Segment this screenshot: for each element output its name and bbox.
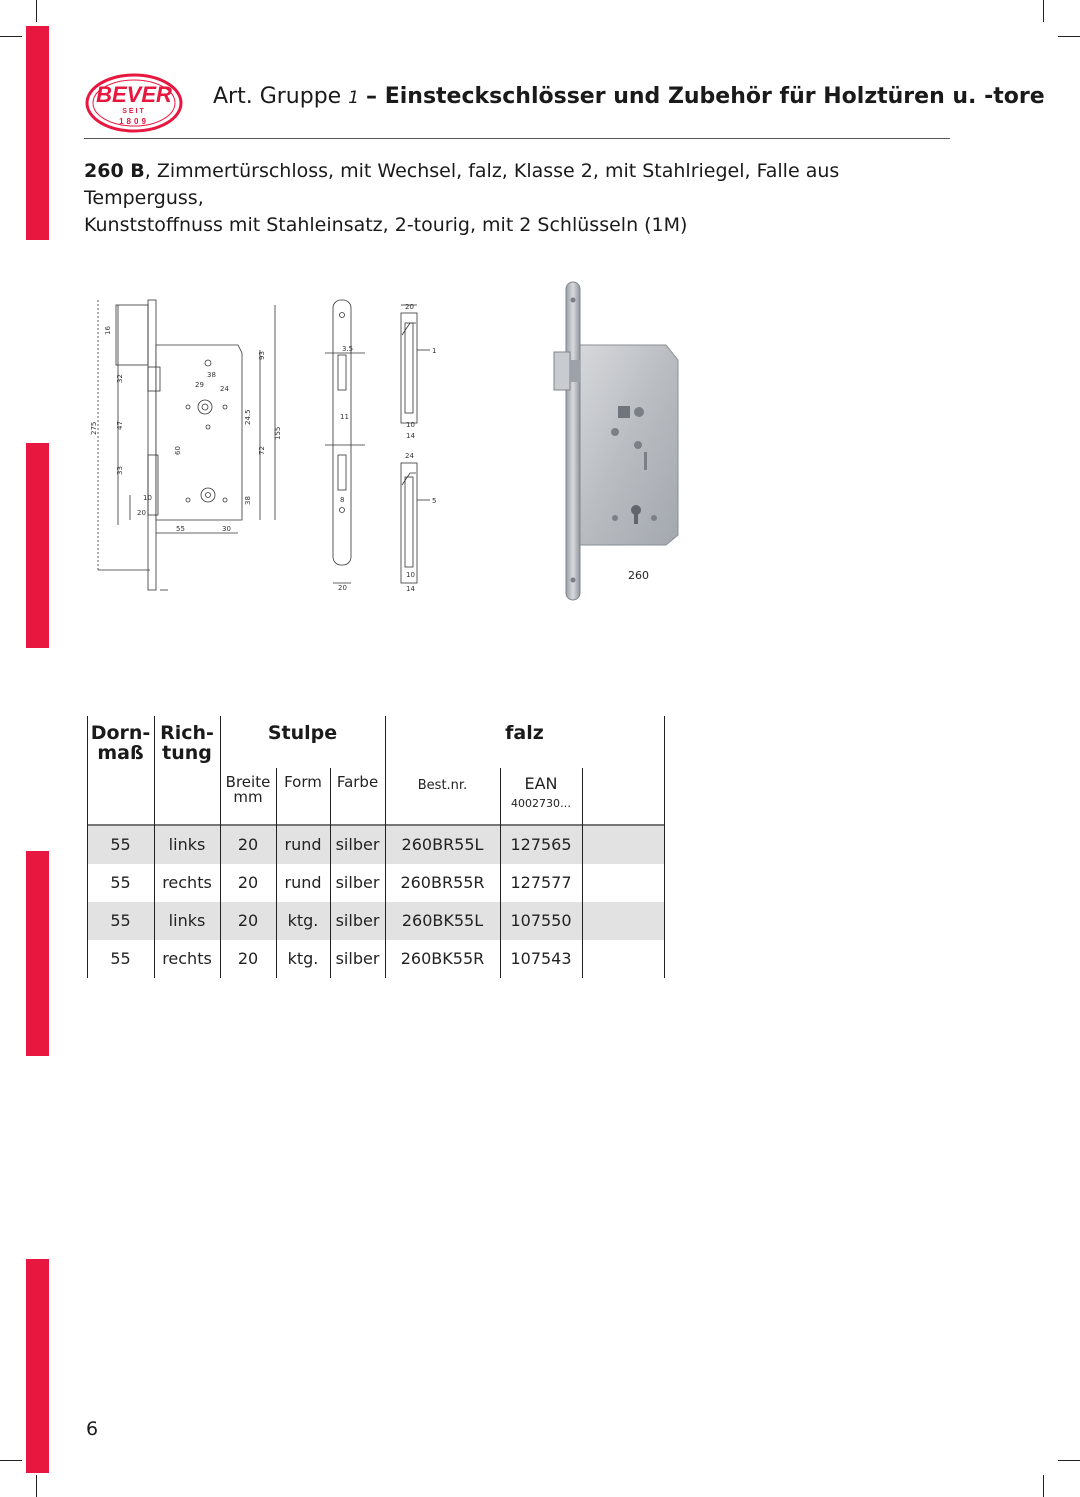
red-side-tab [26,851,49,1056]
dim-label: 47 [116,421,124,430]
cell-farbe: silber [335,911,380,930]
cell-bestnr: 260BR55L [401,835,484,854]
cell-breite: 20 [237,835,259,854]
cell-dorn: 55 [110,911,131,930]
dim-label: 55 [176,525,185,533]
group-number: 1 [348,88,360,108]
cell-richtung: links [168,911,206,930]
cell-dorn: 55 [110,835,131,854]
table-row [87,864,665,902]
cell-breite: 20 [237,949,259,968]
red-side-tab [26,26,49,240]
dim-label: 5 [432,497,437,505]
header-rule [84,138,950,139]
subheader-ean-prefix: 4002730… [511,797,571,810]
cell-form: rund [284,835,322,854]
header-richtung-line1: Rich- [160,722,214,744]
cell-ean: 127565 [510,835,572,854]
svg-text:1809: 1809 [119,117,149,126]
table-row [87,940,665,978]
cell-bestnr: 260BR55R [400,873,485,892]
table-row [87,902,665,940]
cell-dorn: 55 [110,949,131,968]
dim-label: 24 [405,452,414,460]
subheader-breite [220,775,276,805]
dim-label: 14 [406,585,415,593]
dim-label: 20 [405,303,414,311]
dim-label: 11 [340,413,349,421]
lock-product-photo [548,280,688,605]
crop-mark [1043,0,1044,22]
lock-technical-drawing [90,295,450,605]
dim-label: 10 [143,494,152,502]
header-dornmass [87,723,154,763]
crop-mark [36,1475,37,1497]
dim-label: 155 [274,426,282,440]
crop-mark [36,0,37,22]
cell-ean: 107550 [510,911,572,930]
subheader-form: Form [284,773,322,791]
dim-label: 24.5 [244,409,252,425]
cell-breite: 20 [237,873,259,892]
dim-label: 38 [207,371,216,379]
header-prefix: Art. Gruppe [213,84,342,109]
dim-label: 29 [195,381,204,389]
dim-label: 24 [220,385,229,393]
cell-form: ktg. [287,949,319,968]
dim-label: 33 [116,466,124,475]
header-dornmass-line2: maß [97,742,144,764]
description-text: , Zimmertürschloss, mit Wechsel, falz, Klasse 2, mit Stahlriegel, Falle aus Temperguss, [84,160,840,209]
header-dornmass-line1: Dorn- [90,722,151,744]
dim-label: 38 [244,496,252,505]
cell-dorn: 55 [110,873,131,892]
header-stulpe: Stulpe [267,722,338,744]
dim-label: 60 [174,446,182,455]
product-table [87,716,665,978]
dim-label: 275 [90,421,98,435]
dim-label: 10 [406,571,415,579]
dim-label: 32 [116,374,124,383]
dim-label: 30 [222,525,231,533]
dim-label: 10 [406,421,415,429]
crop-mark [1043,1475,1044,1497]
bever-logo [84,72,184,134]
svg-text:BEVER: BEVER [96,82,172,107]
product-description [84,158,964,239]
cell-bestnr: 260BK55R [400,949,485,968]
header-richtung-line2: tung [162,742,212,764]
dim-label: 72 [258,446,266,455]
description-text-line2: Kunststoffnuss mit Stahleinsatz, 2-tourig, mit 2 Schlüsseln (1M) [84,214,688,236]
dim-label: 20 [137,509,146,517]
cell-richtung: rechts [162,949,212,968]
subheader-farbe: Farbe [336,773,379,791]
cell-form: rund [284,873,322,892]
cell-richtung: rechts [162,873,212,892]
subheader-breite-line1: Breite [225,773,271,791]
cell-ean: 127577 [510,873,572,892]
cell-richtung: links [168,835,206,854]
crop-mark [1058,1460,1080,1461]
dim-label: 3.5 [342,345,354,353]
page-number: 6 [86,1418,99,1440]
dim-label: 20 [338,584,347,592]
cell-form: ktg. [287,911,319,930]
cell-bestnr: 260BK55L [401,911,484,930]
cell-farbe: silber [335,949,380,968]
table-row [87,826,665,864]
red-side-tab [26,1259,49,1473]
header-title: – Einsteckschlösser und Zubehör für Holztüren u. -tore [366,84,1045,109]
page-header [213,84,1045,109]
red-side-tab [26,443,49,648]
subheader-ean: EAN [524,774,558,793]
dim-label: 8 [340,496,345,504]
product-code: 260 B [84,160,145,182]
dim-label: 93 [258,351,266,360]
svg-text:SEIT: SEIT [122,108,146,115]
dim-label: 14 [406,432,415,440]
subheader-breite-line2: mm [233,788,263,806]
crop-mark [0,36,22,37]
cell-farbe: silber [335,873,380,892]
subheader-bestnr: Best.nr. [417,778,468,793]
photo-caption: 260 [628,569,649,582]
dim-label: 1 [432,347,437,355]
cell-ean: 107543 [510,949,572,968]
crop-mark [1058,36,1080,37]
cell-breite: 20 [237,911,259,930]
cell-farbe: silber [335,835,380,854]
crop-mark [0,1460,22,1461]
dim-label: 16 [104,326,112,335]
header-falz: falz [505,722,544,744]
header-richtung [154,723,220,763]
